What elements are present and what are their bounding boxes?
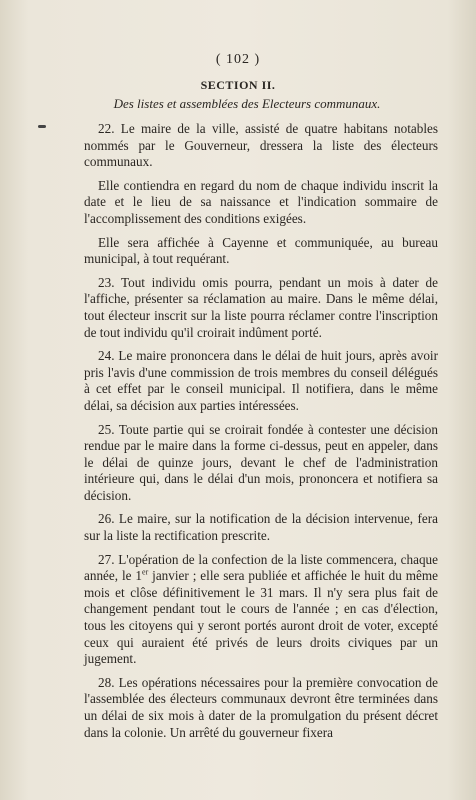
- article-22-paragraph-3: Elle sera affichée à Cayenne et communiquée, au bureau municipal, à tout requérant.: [84, 234, 438, 267]
- section-title: SECTION II.: [200, 78, 276, 92]
- article-22-paragraph-2: Elle contiendra en regard du nom de chaque individu inscrit la date et le lieu de sa naissance et l'indication sommaire de l'accomplissement des conditions exigées.: [84, 177, 438, 226]
- article-28: 28. Les opérations nécessaires pour la première convocation de l'assemblée des électeurs communaux devront être terminées dans un délai de six mois à dater de la promulgation du présent décret dans la colonie. Un arrêté du gouverneur fixera: [84, 674, 438, 740]
- article-27-text-end: janvier ; elle sera publiée et affichée le huit du même mois et clôse définitivement le 31 mars. Il n'y sera plus fait de changement pendant tout le cours de l'année ; en cas d'élection, tous les citoyens qui y seront portés auront droit de voter, excepté ceux qui auraient été privés de leurs droits civiques par un jugement.: [84, 568, 438, 667]
- article-23: 23. Tout individu omis pourra, pendant un mois à dater de l'affiche, présenter sa réclamation au maire. Dans le même délai, tout électeur inscrit sur la liste pourra réclamer contre l'inscription de tout individu qu'il croirait indûment porté.: [84, 274, 438, 340]
- margin-ink-mark: [38, 125, 46, 128]
- article-22: 22. Le maire de la ville, assisté de quatre habitans notables nommés par le Gouverneur, dressera la liste des électeurs communaux.: [84, 121, 438, 170]
- article-24: 24. Le maire prononcera dans le délai de huit jours, après avoir pris l'avis d'une commission de trois membres du conseil délégués à cet effet par le conseil municipal. Il notifiera, dans le même délai, sa décision aux parties intéressées.: [84, 348, 438, 413]
- body-text: [84, 121, 438, 741]
- section-subtitle: Des listes et assemblées des Electeurs communaux.: [113, 96, 381, 111]
- article-26: 26. Le maire, sur la notification de la décision intervenue, fera sur la liste la rectification prescrite.: [84, 511, 438, 544]
- article-27: [84, 552, 438, 668]
- page-number: ( 102 ): [215, 52, 261, 67]
- article-27-superscript: er: [142, 567, 149, 577]
- article-25: 25. Toute partie qui se croirait fondée à contester une décision rendue par le maire dans la forme ci-dessus, peut en appeler, dans le délai de quinze jours, devant le chef de l'administration intérieure qui, dans le délai d'un mois, prononcera et notifiera sa décision.: [84, 421, 438, 503]
- article-27-text-start: 27. L'opération de la confection de la liste commencera, chaque année, le 1: [84, 551, 438, 584]
